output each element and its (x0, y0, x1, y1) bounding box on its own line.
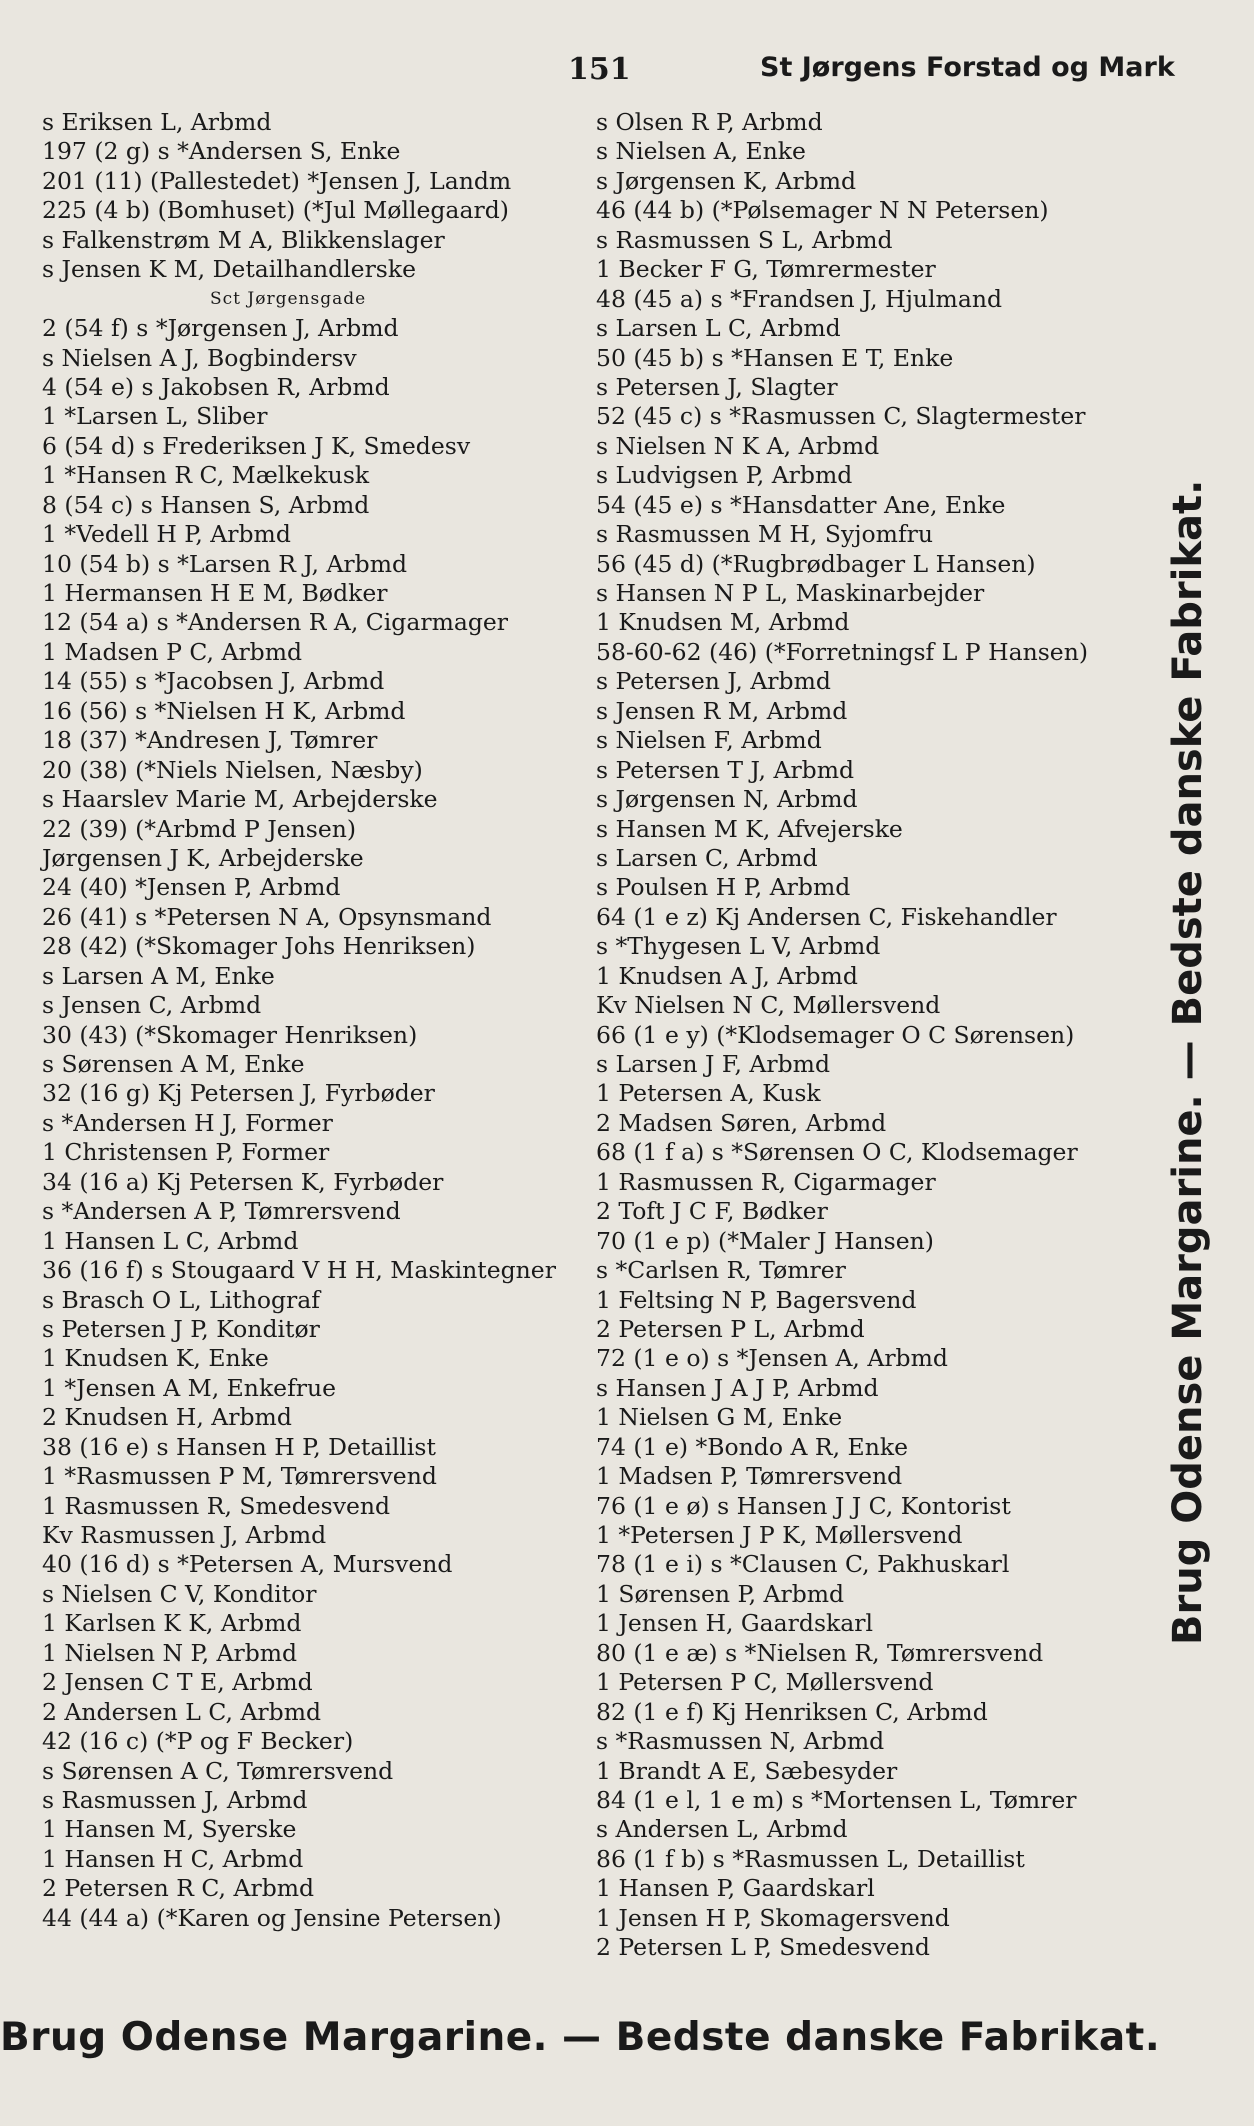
directory-entry: 8 (54 c) s Hansen S, Arbmd (42, 490, 370, 519)
directory-entry: s Sørensen A C, Tømrersvend (42, 1756, 394, 1785)
directory-entry: 1 Becker F G, Tømrermester (596, 255, 936, 284)
directory-entry: 1 Petersen P C, Møllersvend (596, 1668, 934, 1697)
directory-entry: 1 *Hansen R C, Mælkekusk (42, 461, 370, 490)
directory-entry: 1 Nielsen G M, Enke (596, 1403, 843, 1432)
directory-entry: 84 (1 e l, 1 e m) s *Mortensen L, Tømrer (596, 1785, 1077, 1814)
directory-entry: 2 Knudsen H, Arbmd (42, 1403, 292, 1432)
directory-entry: s Larsen L C, Arbmd (596, 314, 841, 343)
directory-entry: 18 (37) *Andresen J, Tømrer (42, 726, 378, 755)
directory-entry: 76 (1 e ø) s Hansen J J C, Kontorist (596, 1491, 1011, 1520)
directory-entry: 2 Petersen L P, Smedesvend (596, 1933, 930, 1962)
directory-entry: 4 (54 e) s Jakobsen R, Arbmd (42, 372, 390, 401)
directory-entry: 2 Petersen P L, Arbmd (596, 1314, 865, 1343)
directory-entry: 56 (45 d) (*Rugbrødbager L Hansen) (596, 549, 1036, 578)
directory-entry: 1 Rasmussen R, Cigarmager (596, 1167, 936, 1196)
directory-entry: 36 (16 f) s Stougaard V H H, Maskintegner (42, 1256, 556, 1285)
directory-entry: s Hansen J A J P, Arbmd (596, 1373, 879, 1402)
directory-entry: 32 (16 g) Kj Petersen J, Fyrbøder (42, 1079, 435, 1108)
directory-entry: 1 Rasmussen R, Smedesvend (42, 1491, 391, 1520)
directory-entry: 1 Madsen P C, Arbmd (42, 637, 303, 666)
side-advertisement: Brug Odense Margarine. — Bedste danske Fabrikat. (1165, 479, 1211, 1645)
page-heading: St Jørgens Forstad og Mark (760, 52, 1175, 83)
directory-entry: 40 (16 d) s *Petersen A, Mursvend (42, 1550, 453, 1579)
directory-entry: 1 Nielsen N P, Arbmd (42, 1638, 298, 1667)
street-heading: Sct Jørgensgade (210, 288, 367, 309)
directory-entry: 46 (44 b) (*Pølsemager N N Petersen) (596, 196, 1049, 225)
directory-entry: s Rasmussen S L, Arbmd (596, 225, 893, 254)
directory-entry: s *Andersen H J, Former (42, 1108, 333, 1137)
directory-entry: 1 *Jensen A M, Enkefrue (42, 1373, 337, 1402)
directory-entry: 1 Petersen A, Kusk (596, 1079, 821, 1108)
directory-entry: s Jørgensen N, Arbmd (596, 785, 858, 814)
directory-entry: s Jensen C, Arbmd (42, 991, 262, 1020)
directory-entry: 82 (1 e f) Kj Henriksen C, Arbmd (596, 1697, 988, 1726)
directory-entry: s *Rasmussen N, Arbmd (596, 1727, 885, 1756)
directory-entry: s Petersen T J, Arbmd (596, 755, 855, 784)
directory-entry: 42 (16 c) (*P og F Becker) (42, 1727, 354, 1756)
directory-entry: 50 (45 b) s *Hansen E T, Enke (596, 343, 954, 372)
footer-advertisement: Brug Odense Margarine. — Bedste danske Fabrikat. (0, 2015, 1161, 2060)
directory-entry: 201 (11) (Pallestedet) *Jensen J, Landm (42, 166, 512, 195)
directory-entry: s Haarslev Marie M, Arbejderske (42, 785, 438, 814)
directory-entry: s Falkenstrøm M A, Blikkenslager (42, 225, 445, 254)
directory-entry: 1 Jensen H, Gaardskarl (596, 1609, 874, 1638)
directory-entry: 197 (2 g) s *Andersen S, Enke (42, 137, 401, 166)
directory-entry: 2 Petersen R C, Arbmd (42, 1874, 315, 1903)
directory-entry: s Brasch O L, Lithograf (42, 1285, 320, 1314)
directory-entry: Jørgensen J K, Arbejderske (42, 843, 364, 872)
directory-entry: 1 Hansen H C, Arbmd (42, 1844, 304, 1873)
directory-entry: s Olsen R P, Arbmd (596, 108, 823, 136)
directory-entry: s Rasmussen M H, Syjomfru (596, 520, 934, 549)
directory-entry: 1 Madsen P, Tømrersvend (596, 1462, 903, 1491)
directory-entry: s Nielsen A J, Bogbindersv (42, 343, 357, 372)
directory-entry: 2 Andersen L C, Arbmd (42, 1697, 322, 1726)
directory-entry: s Petersen J P, Konditør (42, 1314, 320, 1343)
directory-entry: 26 (41) s *Petersen N A, Opsynsmand (42, 902, 492, 931)
directory-entry: 2 (54 f) s *Jørgensen J, Arbmd (42, 314, 399, 343)
directory-column-right (596, 108, 1141, 1963)
directory-entry: 48 (45 a) s *Frandsen J, Hjulmand (596, 284, 1003, 313)
directory-entry: 68 (1 f a) s *Sørensen O C, Klodsemager (596, 1138, 1078, 1167)
directory-entry: 2 Madsen Søren, Arbmd (596, 1108, 887, 1137)
directory-entry: 1 Hermansen H E M, Bødker (42, 579, 388, 607)
directory-entry: 2 Jensen C T E, Arbmd (42, 1668, 313, 1697)
directory-entry: 44 (44 a) (*Karen og Jensine Petersen) (42, 1903, 502, 1932)
directory-entry: 80 (1 e æ) s *Nielsen R, Tømrersvend (596, 1638, 1044, 1667)
directory-entry: s Sørensen A M, Enke (42, 1050, 305, 1078)
directory-entry: s Larsen C, Arbmd (596, 843, 818, 872)
directory-entry: 70 (1 e p) (*Maler J Hansen) (596, 1226, 934, 1255)
directory-entry: 1 *Rasmussen P M, Tømrersvend (42, 1462, 437, 1491)
directory-entry: 1 *Vedell H P, Arbmd (42, 520, 291, 549)
directory-entry: s *Andersen A P, Tømrersvend (42, 1197, 401, 1226)
directory-entry: s Nielsen N K A, Arbmd (596, 431, 880, 460)
directory-entry: 10 (54 b) s *Larsen R J, Arbmd (42, 549, 408, 578)
directory-entry: s *Carlsen R, Tømrer (596, 1256, 846, 1285)
directory-entry: 58-60-62 (46) (*Forretningsf L P Hansen) (596, 637, 1088, 666)
directory-entry: 2 Toft J C F, Bødker (596, 1197, 828, 1226)
directory-entry: s Jensen R M, Arbmd (596, 696, 848, 725)
directory-entry: 1 Knudsen A J, Arbmd (596, 961, 858, 990)
directory-entry: s Poulsen H P, Arbmd (596, 873, 851, 902)
directory-entry: s Petersen J, Slagter (596, 372, 838, 401)
directory-entry: s Eriksen L, Arbmd (42, 108, 272, 136)
directory-entry: s Ludvigsen P, Arbmd (596, 461, 853, 490)
directory-entry: 24 (40) *Jensen P, Arbmd (42, 873, 341, 902)
directory-entry: Kv Nielsen N C, Møllersvend (596, 991, 941, 1020)
directory-entry: 34 (16 a) Kj Petersen K, Fyrbøder (42, 1167, 444, 1196)
directory-entry: s Rasmussen J, Arbmd (42, 1785, 308, 1814)
directory-entry: 22 (39) (*Arbmd P Jensen) (42, 814, 357, 843)
directory-entry: 28 (42) (*Skomager Johs Henriksen) (42, 932, 476, 961)
directory-entry: 74 (1 e) *Bondo A R, Enke (596, 1432, 908, 1461)
directory-entry: 12 (54 a) s *Andersen R A, Cigarmager (42, 608, 509, 637)
directory-entry: 1 Hansen P, Gaardskarl (596, 1874, 875, 1903)
directory-entry: 64 (1 e z) Kj Andersen C, Fiskehandler (596, 902, 1057, 931)
directory-entry: 1 Hansen L C, Arbmd (42, 1226, 299, 1255)
directory-entry: 30 (43) (*Skomager Henriksen) (42, 1020, 418, 1049)
directory-entry: Kv Rasmussen J, Arbmd (42, 1521, 327, 1549)
directory-entry: 78 (1 e i) s *Clausen C, Pakhuskarl (596, 1550, 1010, 1579)
page-number: 151 (568, 52, 631, 87)
directory-entry: 20 (38) (*Niels Nielsen, Næsby) (42, 755, 423, 784)
directory-entry: s *Thygesen L V, Arbmd (596, 932, 881, 961)
directory-entry: s Larsen J F, Arbmd (596, 1050, 831, 1078)
directory-entry: 1 Brandt A E, Sæbesyder (596, 1756, 898, 1785)
directory-entry: 1 Sørensen P, Arbmd (596, 1579, 845, 1608)
directory-entry: s Nielsen A, Enke (596, 137, 806, 166)
directory-entry: 72 (1 e o) s *Jensen A, Arbmd (596, 1344, 948, 1373)
directory-entry: s Jensen K M, Detailhandlerske (42, 255, 417, 284)
directory-entry: s Jørgensen K, Arbmd (596, 166, 857, 195)
directory-entry: 54 (45 e) s *Hansdatter Ane, Enke (596, 490, 1006, 519)
directory-entry: 52 (45 c) s *Rasmussen C, Slagtermester (596, 402, 1086, 431)
directory-entry: 86 (1 f b) s *Rasmussen L, Detaillist (596, 1844, 1025, 1873)
directory-entry: 1 Feltsing N P, Bagersvend (596, 1285, 917, 1314)
directory-entry: 6 (54 d) s Frederiksen J K, Smedesv (42, 431, 471, 460)
directory-entry: s Hansen M K, Afvejerske (596, 814, 903, 843)
directory-entry: 38 (16 e) s Hansen H P, Detaillist (42, 1432, 436, 1461)
directory-entry: s Nielsen C V, Konditor (42, 1579, 317, 1608)
directory-entry: 1 Knudsen M, Arbmd (596, 608, 850, 637)
directory-entry: s Nielsen F, Arbmd (596, 726, 822, 755)
directory-entry: 1 Karlsen K K, Arbmd (42, 1609, 302, 1638)
directory-entry: 1 Hansen M, Syerske (42, 1815, 297, 1844)
directory-entry: s Andersen L, Arbmd (596, 1815, 848, 1844)
directory-entry: s Hansen N P L, Maskinarbejder (596, 579, 985, 607)
directory-column-left (42, 108, 587, 1933)
directory-entry: s Larsen A M, Enke (42, 961, 275, 990)
directory-entry: 1 Christensen P, Former (42, 1138, 330, 1167)
directory-entry: 66 (1 e y) (*Klodsemager O C Sørensen) (596, 1020, 1075, 1049)
directory-entry: 225 (4 b) (Bomhuset) (*Jul Møllegaard) (42, 196, 509, 225)
directory-entry: s Petersen J, Arbmd (596, 667, 831, 696)
directory-entry: 16 (56) s *Nielsen H K, Arbmd (42, 696, 406, 725)
directory-entry: 1 Jensen H P, Skomagersvend (596, 1903, 950, 1932)
directory-entry: 1 Knudsen K, Enke (42, 1344, 269, 1373)
directory-entry: 1 *Petersen J P K, Møllersvend (596, 1521, 963, 1549)
directory-entry: 1 *Larsen L, Sliber (42, 402, 268, 431)
directory-entry: 14 (55) s *Jacobsen J, Arbmd (42, 667, 385, 696)
